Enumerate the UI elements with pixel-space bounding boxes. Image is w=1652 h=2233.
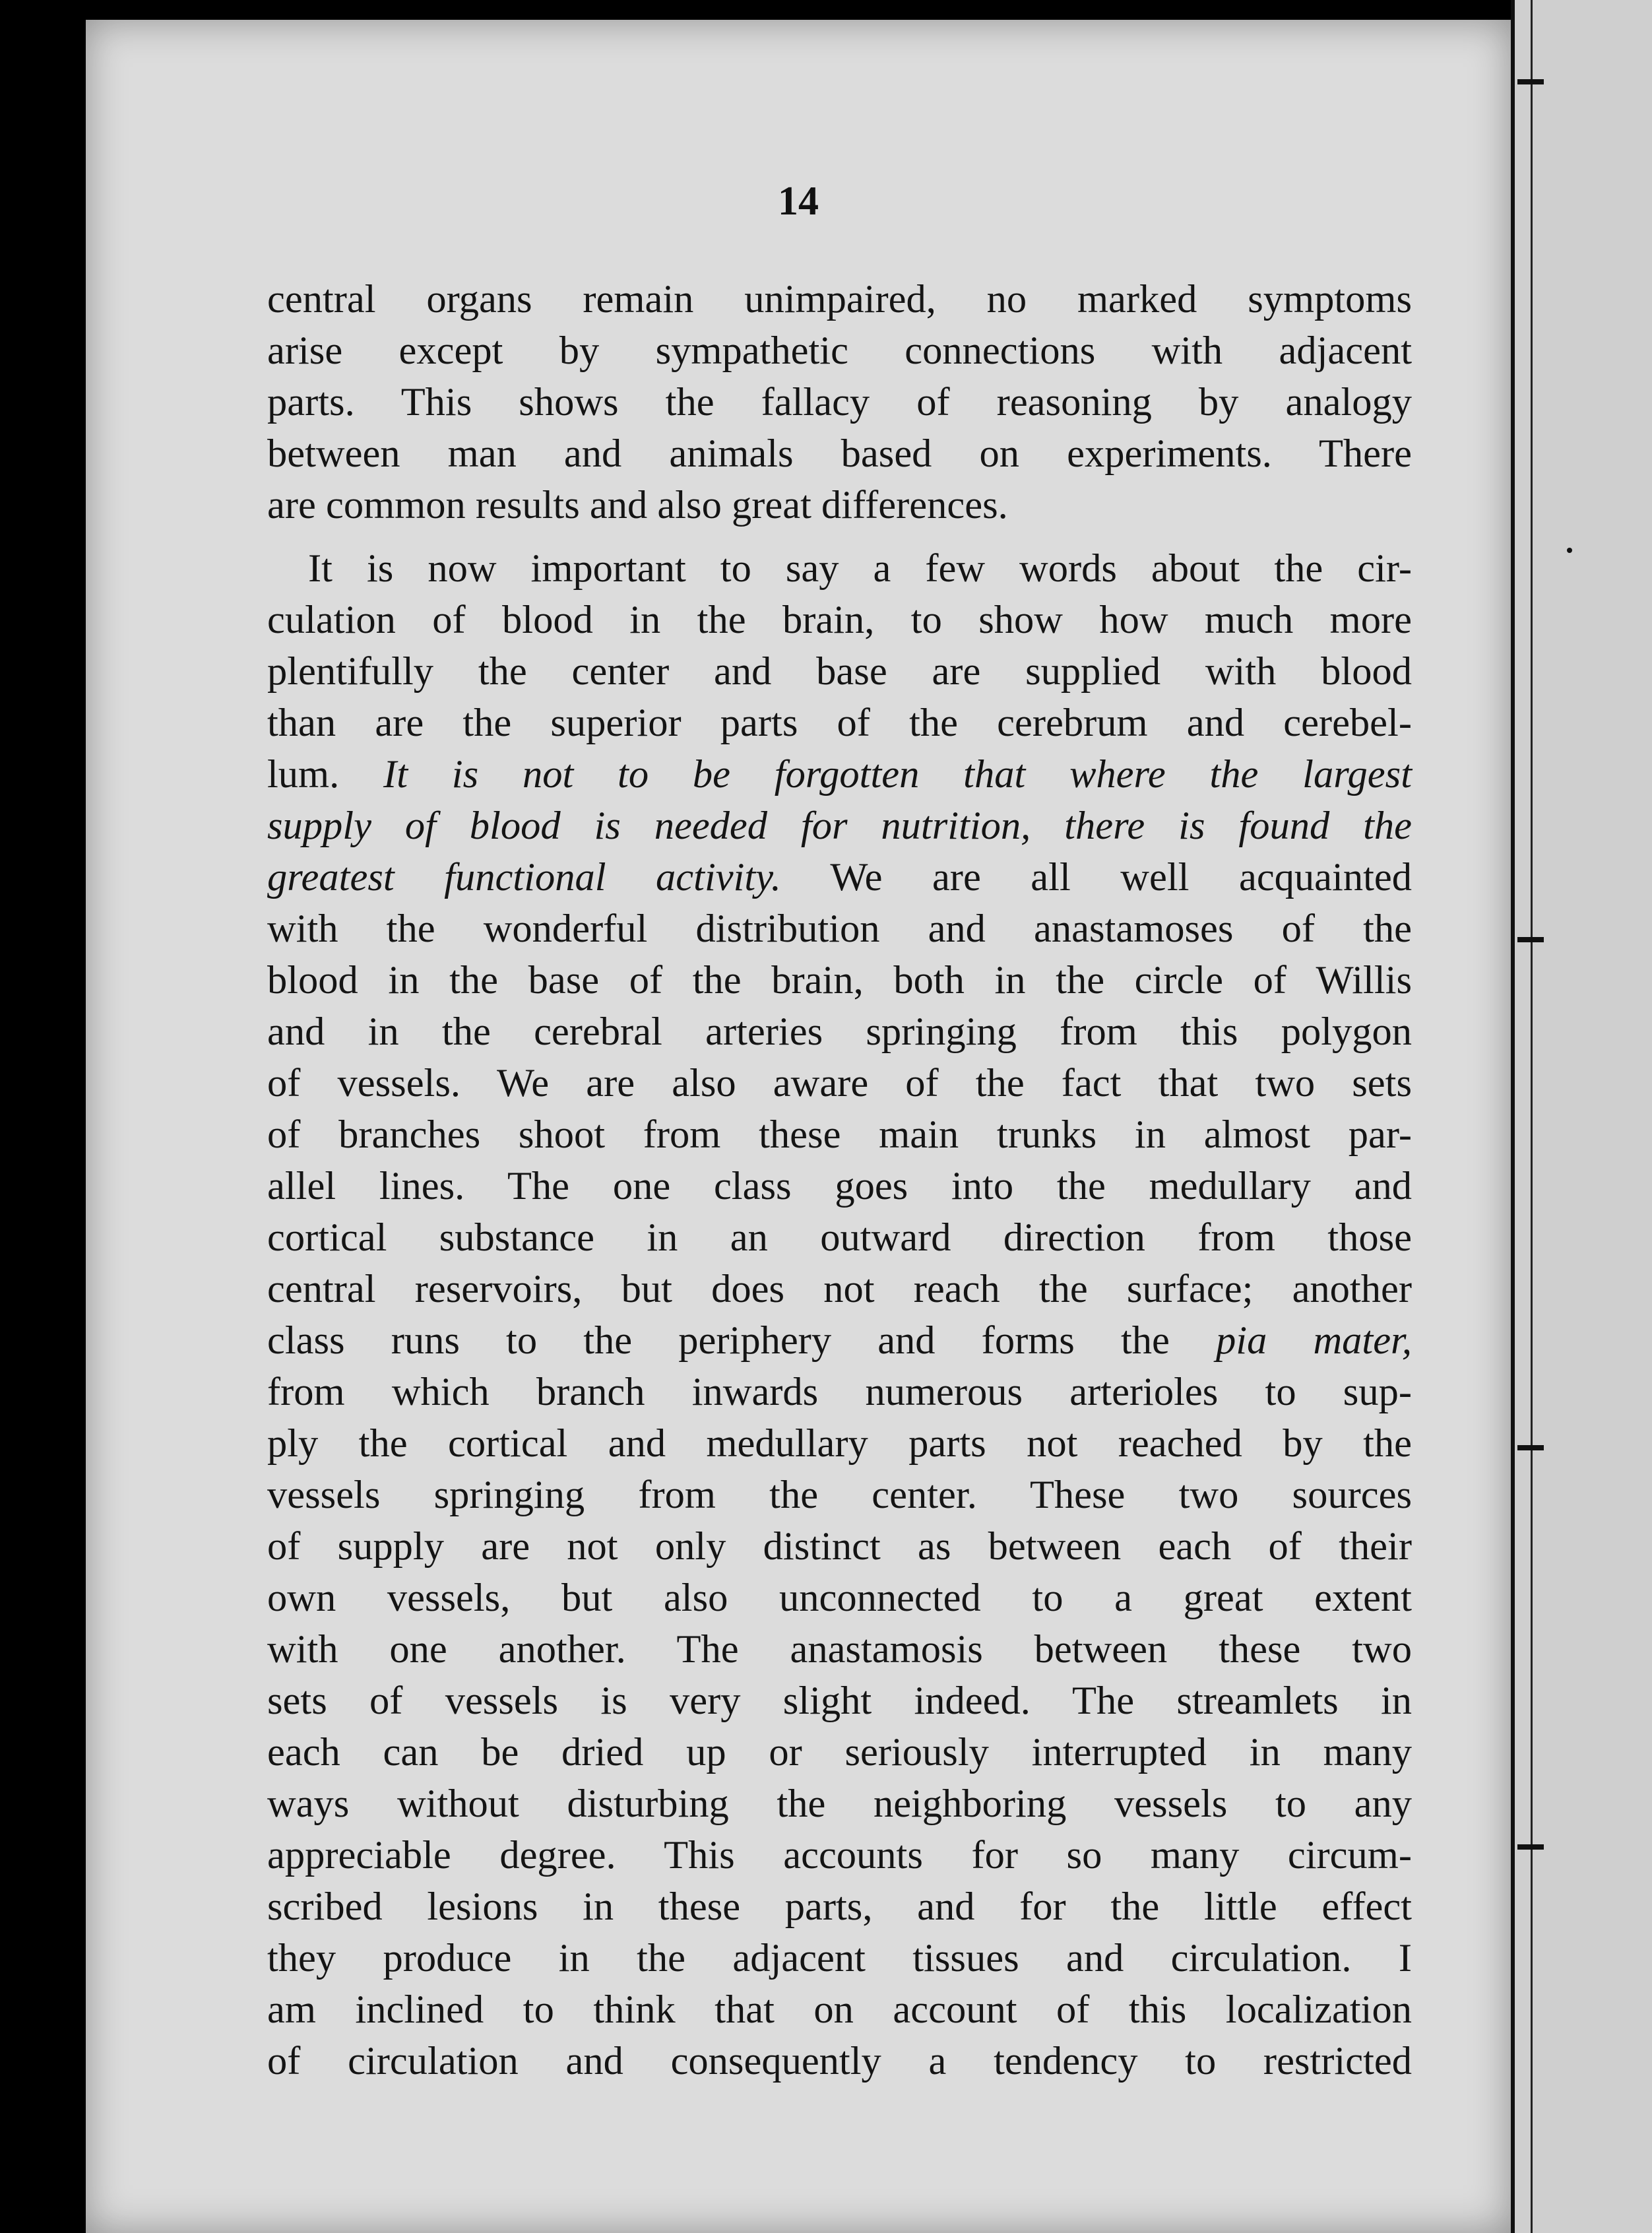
page-number: 14 xyxy=(778,179,819,224)
text-line-mixed xyxy=(267,749,1412,800)
text-line: ply the cortical and medullary parts not reached by the xyxy=(267,1421,1412,1466)
text-line: appreciable degree. This accounts for so many circum- xyxy=(267,1833,1412,1877)
text-line: of supply are not only distinct as between each of their xyxy=(267,1524,1412,1569)
text-line: It is now important to say a few words about the cir- xyxy=(308,546,1412,591)
text-line: than are the superior parts of the cerebrum and cerebel- xyxy=(267,701,1412,745)
book-page xyxy=(86,20,1511,2233)
text-line: and in the cerebral arteries springing from this polygon xyxy=(267,1010,1412,1054)
speck-mark xyxy=(1567,548,1572,553)
text-line-mixed xyxy=(267,1315,1412,1367)
text-line: blood in the base of the brain, both in the circle of Willis xyxy=(267,958,1412,1002)
text-line: with one another. The anastamosis between these two xyxy=(267,1627,1412,1671)
italic-line xyxy=(267,800,1412,852)
italic-text: pia mater, xyxy=(1216,1318,1413,1363)
text-line: each can be dried up or seriously interrupted in many xyxy=(267,1730,1412,1774)
italic-text: supply of blood is needed for nutrition, there is found the xyxy=(267,804,1412,848)
text-line: they produce in the adjacent tissues and circulation. I xyxy=(267,1936,1412,1980)
italic-text: greatest functional activity. xyxy=(267,855,781,899)
text-line: of vessels. We are also aware of the fact that two sets xyxy=(267,1061,1412,1105)
text-line: culation of blood in the brain, to show how much more xyxy=(267,598,1412,642)
text-line: central organs remain unimpaired, no marked symptoms xyxy=(267,277,1412,321)
text-span: class runs to the periphery and forms the xyxy=(267,1318,1170,1363)
text-line: between man and animals based on experiments. There xyxy=(267,432,1412,476)
text-line: of circulation and consequently a tendency to restricted xyxy=(267,2039,1412,2083)
text-line: plentifully the center and base are supplied with blood xyxy=(267,649,1412,694)
text-line: parts. This shows the fallacy of reasoning by analogy xyxy=(267,380,1412,424)
italic-text: It is not to be forgotten that where the largest xyxy=(383,752,1412,796)
text-line: cortical substance in an outward direction from those xyxy=(267,1215,1412,1260)
text-line: allel lines. The one class goes into the medullary and xyxy=(267,1164,1412,1208)
text-line: scribed lesions in these parts, and for the little effect xyxy=(267,1885,1412,1929)
text-span: lum. xyxy=(267,752,340,796)
text-span: We are all well acquainted xyxy=(830,855,1412,899)
body-text xyxy=(267,274,1412,2087)
text-line: ways without disturbing the neighboring vessels to any xyxy=(267,1782,1412,1826)
binding-line xyxy=(1531,0,1533,2233)
text-line: am inclined to think that on account of this localization xyxy=(267,1988,1412,2032)
text-line: sets of vessels is very slight indeed. The streamlets in xyxy=(267,1679,1412,1723)
text-line: from which branch inwards numerous arterioles to sup- xyxy=(267,1370,1412,1414)
text-line: of branches shoot from these main trunks in almost par- xyxy=(267,1113,1412,1157)
text-line: own vessels, but also unconnected to a great extent xyxy=(267,1576,1412,1620)
binding-mark xyxy=(1517,1844,1544,1850)
text-line: are common results and also great differences. xyxy=(267,483,1008,527)
text-line: vessels springing from the center. These two sources xyxy=(267,1473,1412,1517)
text-line: with the wonderful distribution and anastamoses of the xyxy=(267,907,1412,951)
text-line-mixed xyxy=(267,852,1412,903)
binding-mark xyxy=(1517,937,1544,942)
binding-mark xyxy=(1517,1445,1544,1450)
binding-mark xyxy=(1517,79,1544,84)
text-line: arise except by sympathetic connections with adjacent xyxy=(267,329,1412,373)
text-line: central reservoirs, but does not reach the surface; another xyxy=(267,1267,1412,1311)
